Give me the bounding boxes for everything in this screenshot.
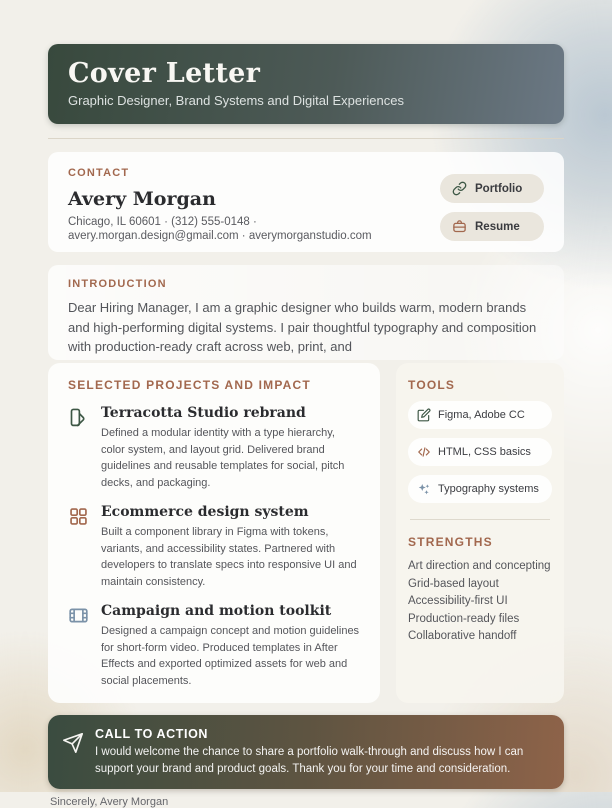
swatch-icon	[68, 405, 90, 491]
cta-text: I would welcome the chance to share a portfolio walk-through and discuss how I can support your brand and product goals. Thank you for your time and consideration.	[95, 746, 524, 775]
main-columns	[48, 363, 564, 703]
project-title: Campaign and motion toolkit	[101, 603, 332, 619]
project-body	[101, 504, 360, 590]
project-body	[101, 405, 360, 491]
projects-card	[48, 363, 380, 703]
introduction-heading: INTRODUCTION	[68, 278, 167, 290]
code-icon	[417, 445, 431, 459]
project-item	[68, 504, 360, 590]
briefcase-icon	[452, 219, 467, 234]
cta-body	[95, 727, 546, 777]
tool-chip-label: Figma, Adobe CC	[438, 409, 525, 421]
cta-heading: CALL TO ACTION	[95, 727, 209, 741]
header-banner	[48, 44, 564, 124]
strength-item: Production-ready files	[408, 612, 520, 625]
project-title: Terracotta Studio rebrand	[101, 405, 306, 421]
projects-heading: SELECTED PROJECTS AND IMPACT	[68, 378, 311, 392]
project-body	[101, 603, 360, 689]
send-icon	[62, 727, 84, 777]
resume-button-label: Resume	[475, 220, 520, 233]
tools-card	[396, 363, 564, 703]
grid-icon	[68, 504, 90, 590]
resume-button[interactable]	[440, 212, 544, 241]
contact-card	[48, 152, 564, 252]
project-item	[68, 603, 360, 689]
strengths-list	[408, 558, 552, 646]
portfolio-button[interactable]	[440, 174, 544, 203]
project-title: Ecommerce design system	[101, 504, 309, 520]
film-icon	[68, 603, 90, 689]
tool-chip-html-css	[408, 438, 552, 466]
contact-buttons	[440, 174, 544, 241]
tool-chip-label: Typography systems	[438, 483, 539, 495]
strength-item: Grid-based layout	[408, 577, 499, 590]
portfolio-button-label: Portfolio	[475, 182, 523, 195]
contact-heading: CONTACT	[68, 167, 130, 179]
tool-chip-typography	[408, 475, 552, 503]
strength-item: Accessibility-first UI	[408, 595, 508, 607]
strength-item: Art direction and concepting	[408, 560, 551, 572]
page-subtitle: Graphic Designer, Brand Systems and Digital Experiences	[68, 93, 404, 108]
project-description: Designed a campaign concept and motion guidelines for short-form video. Produced templates in After Effects and exported optimized assets for web and social placements.	[101, 625, 360, 687]
introduction-card	[48, 265, 564, 360]
page-title: Cover Letter	[68, 58, 261, 89]
strengths-heading: STRENGTHS	[408, 535, 493, 549]
project-item	[68, 405, 360, 491]
contact-name: Avery Morgan	[68, 188, 216, 210]
edit-icon	[417, 408, 431, 422]
contact-details-line1: Chicago, IL 60601 · (312) 555-0148 ·	[68, 216, 257, 228]
signature: Sincerely, Avery Morgan	[50, 796, 169, 808]
project-description: Built a component library in Figma with tokens, variants, and accessibility states. Partnered with developers to translate specs into responsive UI and maintain consistency.	[101, 526, 357, 588]
strength-item: Collaborative handoff	[408, 630, 517, 642]
link-icon	[452, 181, 467, 196]
header-divider	[48, 138, 564, 139]
contact-details-line2: avery.morgan.design@gmail.com · averymorganstudio.com	[68, 229, 372, 242]
introduction-text: Dear Hiring Manager, I am a graphic designer who builds warm, modern brands and high-performing digital systems. I pair thoughtful typography and composition with production-ready craft across web, print, and	[68, 300, 537, 354]
sparkles-icon	[417, 482, 431, 496]
tool-chip-label: HTML, CSS basics	[438, 446, 531, 458]
tools-heading: TOOLS	[408, 378, 456, 392]
project-description: Defined a modular identity with a type hierarchy, color system, and layout grid. Delivered brand guidelines and reusable templates for social, pitch decks, and packaging.	[101, 427, 345, 489]
tool-chip-figma	[408, 401, 552, 429]
call-to-action-card	[48, 715, 564, 789]
tools-strengths-divider	[410, 519, 550, 520]
